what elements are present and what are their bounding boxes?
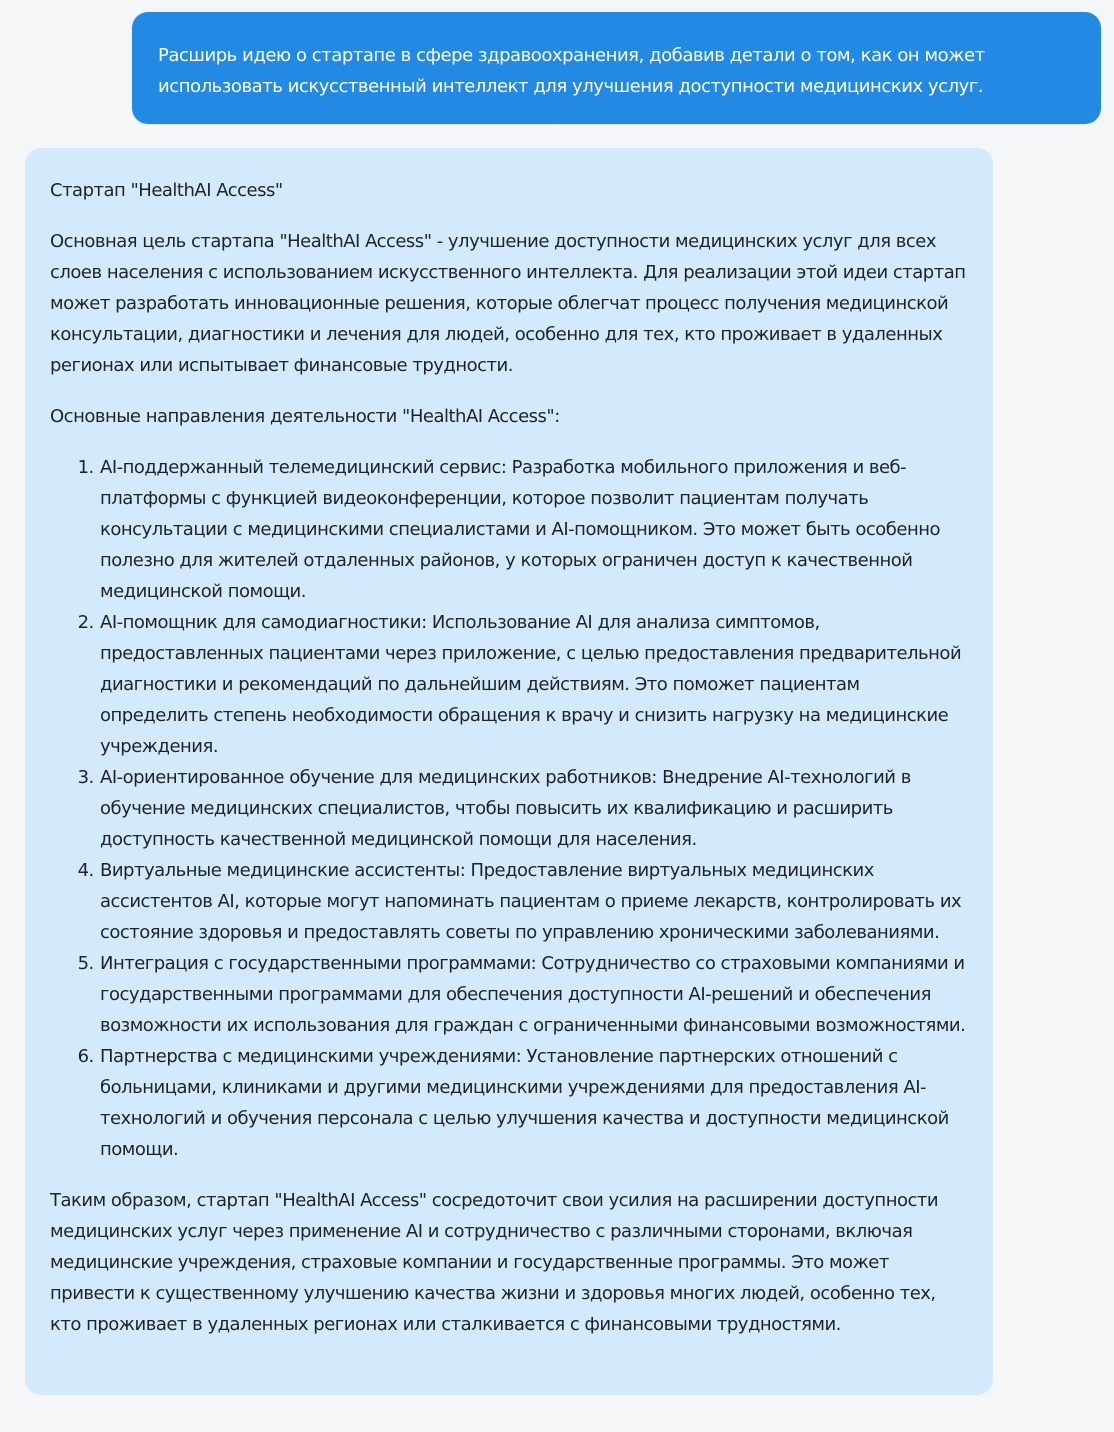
assistant-message-bubble xyxy=(25,148,993,1395)
list-item: 1. AI-поддержанный телемедицинский сервис: Разработка мобильного приложения и веб-платформы с функцией видеоконференции, которое позволит пациентам получать консультации с медицинскими специалистами и AI-помощником. Это может быть особенно полезно для жителей отдаленных районов, у которых ограничен доступ к качественной медицинской помощи. xyxy=(99,452,968,607)
list-item: 4. Виртуальные медицинские ассистенты: Предоставление виртуальных медицинских ассистентов AI, которые могут напоминать пациентам о приеме лекарств, контролировать их состояние здоровья и предоставлять советы по управлению хроническими заболеваниями. xyxy=(99,855,968,948)
user-message-text: Расширь идею о стартапе в сфере здравоохранения, добавив детали о том, как он может использовать искусственный интеллект для улучшения доступности медицинских услуг. xyxy=(158,45,985,97)
list-item: 3. AI-ориентированное обучение для медицинских работников: Внедрение AI-технологий в обучение медицинских специалистов, чтобы повысить их квалификацию и расширить доступность качественной медицинской помощи для населения. xyxy=(99,762,968,855)
response-title: Стартап "HealthAI Access" xyxy=(50,180,283,201)
response-list-heading: Основные направления деятельности "HealthAI Access": xyxy=(50,406,560,427)
list-item: 6. Партнерства с медицинскими учреждениями: Установление партнерских отношений с больницами, клиниками и другими медицинскими учреждениями для предоставления AI-технологий и обучения персонала с целью улучшения качества и доступности медицинской помощи. xyxy=(99,1041,968,1165)
response-list xyxy=(50,452,968,1165)
user-message-bubble xyxy=(132,12,1101,124)
list-item: 2. AI-помощник для самодиагностики: Использование AI для анализа симптомов, предоставленных пациентами через приложение, с целью предоставления предварительной диагностики и рекомендаций по дальнейшим действиям. Это поможет пациентам определить степень необходимости обращения к врачу и снизить нагрузку на медицинские учреждения. xyxy=(99,607,968,762)
list-item: 5. Интеграция с государственными программами: Сотрудничество со страховыми компаниями и государственными программами для обеспечения доступности AI-решений и обеспечения возможности их использования для граждан с ограниченными финансовыми возможностями. xyxy=(99,948,968,1041)
response-intro: Основная цель стартапа "HealthAI Access" - улучшение доступности медицинских услуг для всех слоев населения с использованием искусственного интеллекта. Для реализации этой идеи стартап может разработать инновационные решения, которые облегчат процесс получения медицинской консультации, диагностики и лечения для людей, особенно для тех, кто проживает в удаленных регионах или испытывает финансовые трудности. xyxy=(50,231,966,376)
response-conclusion: Таким образом, стартап "HealthAI Access" сосредоточит свои усилия на расширении доступности медицинских услуг через применение AI и сотрудничество с различными сторонами, включая медицинские учреждения, страховые компании и государственные программы. Это может привести к существенному улучшению качества жизни и здоровья многих людей, особенно тех, кто проживает в удаленных регионах или сталкивается с финансовыми трудностями. xyxy=(50,1190,939,1335)
